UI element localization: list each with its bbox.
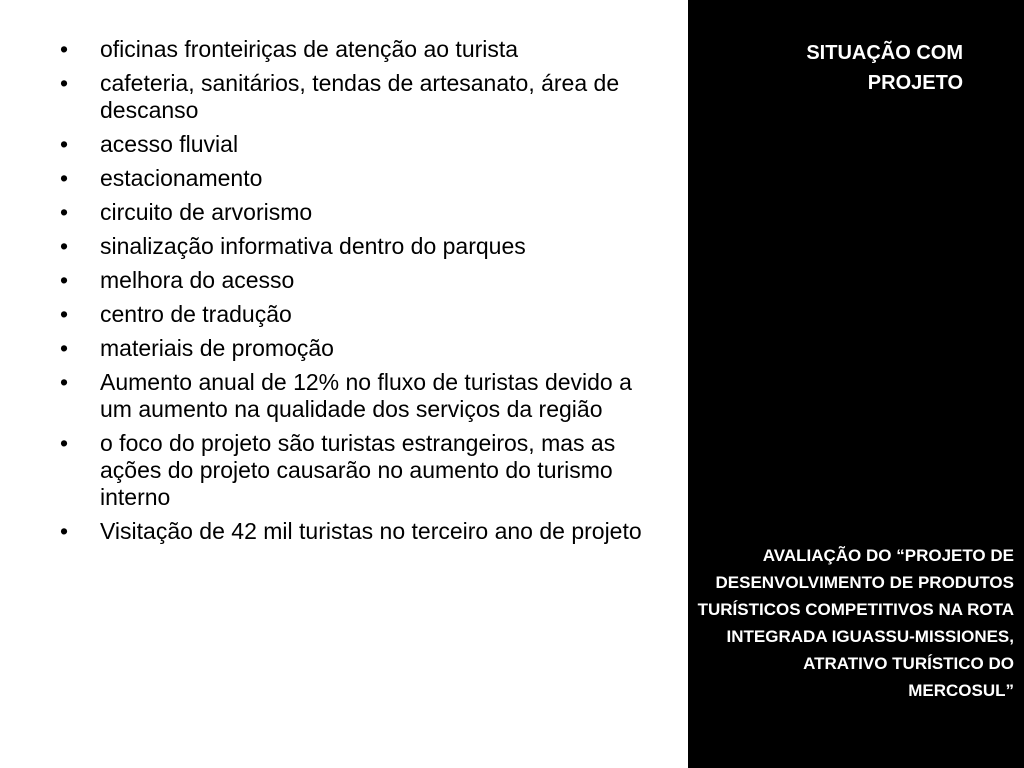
bullet-item <box>0 518 688 545</box>
bullet-dot-icon: • <box>60 199 69 225</box>
bullet-item <box>0 131 688 158</box>
bullet-list <box>0 36 688 545</box>
bullet-item <box>0 70 688 124</box>
bullet-dot-icon: • <box>60 301 69 327</box>
bullet-item <box>0 36 688 63</box>
bullet-text: Aumento anual de 12% no fluxo de turistas devido a um aumento na qualidade dos serviços da região <box>100 369 632 422</box>
bullet-dot-icon: • <box>60 131 69 157</box>
content-area <box>0 36 688 736</box>
bullet-text: acesso fluvial <box>100 131 239 157</box>
sidebar-panel <box>688 0 1024 768</box>
bullet-text: estacionamento <box>100 165 263 191</box>
bullet-text: o foco do projeto são turistas estrangeiros, mas as ações do projeto causarão no aumento do turismo interno <box>100 430 616 510</box>
bullet-dot-icon: • <box>60 518 69 544</box>
bullet-text: melhora do acesso <box>100 267 295 293</box>
bullet-text: cafeteria, sanitários, tendas de artesanato, área de descanso <box>100 70 620 123</box>
bullet-dot-icon: • <box>60 36 69 62</box>
footer-caption: AVALIAÇÃO DO “PROJETO DE DESENVOLVIMENTO DE PRODUTOS TURÍSTICOS COMPETITIVOS NA ROTA INTEGRADA IGUASSU-MISSIONES, ATRATIVO TURÍSTICO DO MERCOSUL” <box>697 546 1014 700</box>
bullet-text: centro de tradução <box>100 301 292 327</box>
bullet-item <box>0 301 688 328</box>
bullet-item <box>0 199 688 226</box>
bullet-dot-icon: • <box>60 335 69 361</box>
bullet-item <box>0 335 688 362</box>
bullet-item <box>0 369 688 423</box>
bullet-item <box>0 267 688 294</box>
bullet-dot-icon: • <box>60 430 69 456</box>
section-title: SITUAÇÃO COM PROJETO <box>806 42 963 94</box>
bullet-text: Visitação de 42 mil turistas no terceiro ano de projeto <box>100 518 642 544</box>
bullet-text: circuito de arvorismo <box>100 199 313 225</box>
bullet-dot-icon: • <box>60 233 69 259</box>
bullet-text: materiais de promoção <box>100 335 334 361</box>
bullet-item <box>0 430 688 511</box>
bullet-item <box>0 165 688 192</box>
bullet-dot-icon: • <box>60 70 69 96</box>
bullet-text: oficinas fronteiriças de atenção ao turista <box>100 36 519 62</box>
bullet-dot-icon: • <box>60 267 69 293</box>
bullet-text: sinalização informativa dentro do parques <box>100 233 526 259</box>
bullet-dot-icon: • <box>60 369 69 395</box>
bullet-dot-icon: • <box>60 165 69 191</box>
bullet-item <box>0 233 688 260</box>
